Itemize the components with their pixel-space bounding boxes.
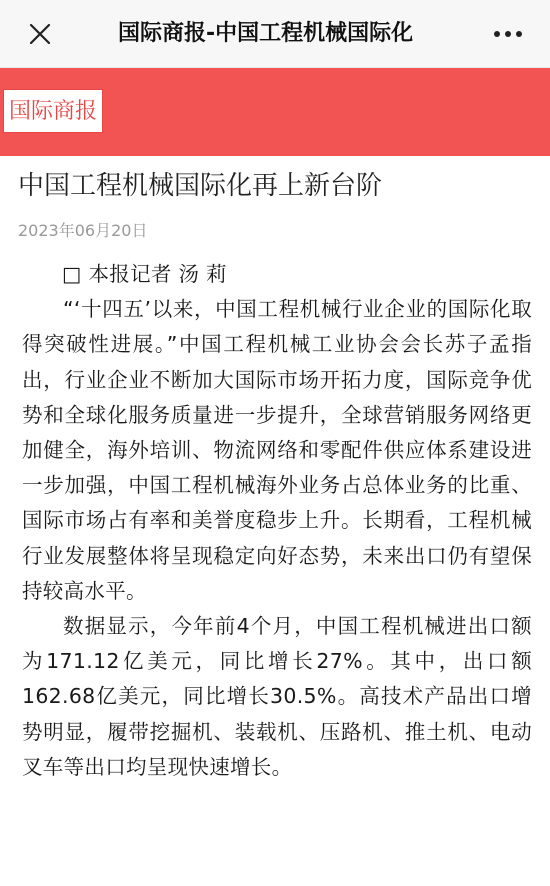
page-title: 国际商报-中国工程机械国际化 (118, 21, 414, 46)
top-navigation-bar (0, 0, 550, 68)
byline: □ 本报记者 汤 莉 (62, 262, 227, 286)
article-body (22, 257, 532, 785)
paragraph: 数据显示，今年前4个月，中国工程机械进出口额为171.12亿美元，同比增长27%。其中，出口额162.68亿美元，同比增长30.5%。高技术产品出口增势明显，履带挖掘机、装载机、压路机、推土机、电动叉车等出口均呈现快速增长。 (22, 614, 532, 779)
header-banner (0, 68, 550, 156)
more-options-button[interactable] (488, 16, 528, 52)
close-icon (28, 22, 52, 46)
paragraph: “‘十四五’以来，中国工程机械行业企业的国际化取得突破性进展。”中国工程机械工业协会会长苏子孟指出，行业企业不断加大国际市场开拓力度，国际竞争优势和全球化服务质量进一步提升，全球营销服务网络更加健全，海外培训、物流网络和零配件供应体系建设进一步加强，中国工程机械海外业务占总体业务的比重、国际市场占有率和美誉度稳步上升。长期看，工程机械行业发展整体将呈现稳定向好态势，未来出口仍有望保持较高水平。 (22, 297, 532, 603)
publish-date: 2023年06月20日 (18, 221, 148, 240)
article-headline: 中国工程机械国际化再上新台阶 (18, 171, 383, 201)
close-button[interactable] (20, 14, 60, 54)
publication-brand: 国际商报 (3, 89, 103, 133)
more-icon (493, 30, 523, 38)
